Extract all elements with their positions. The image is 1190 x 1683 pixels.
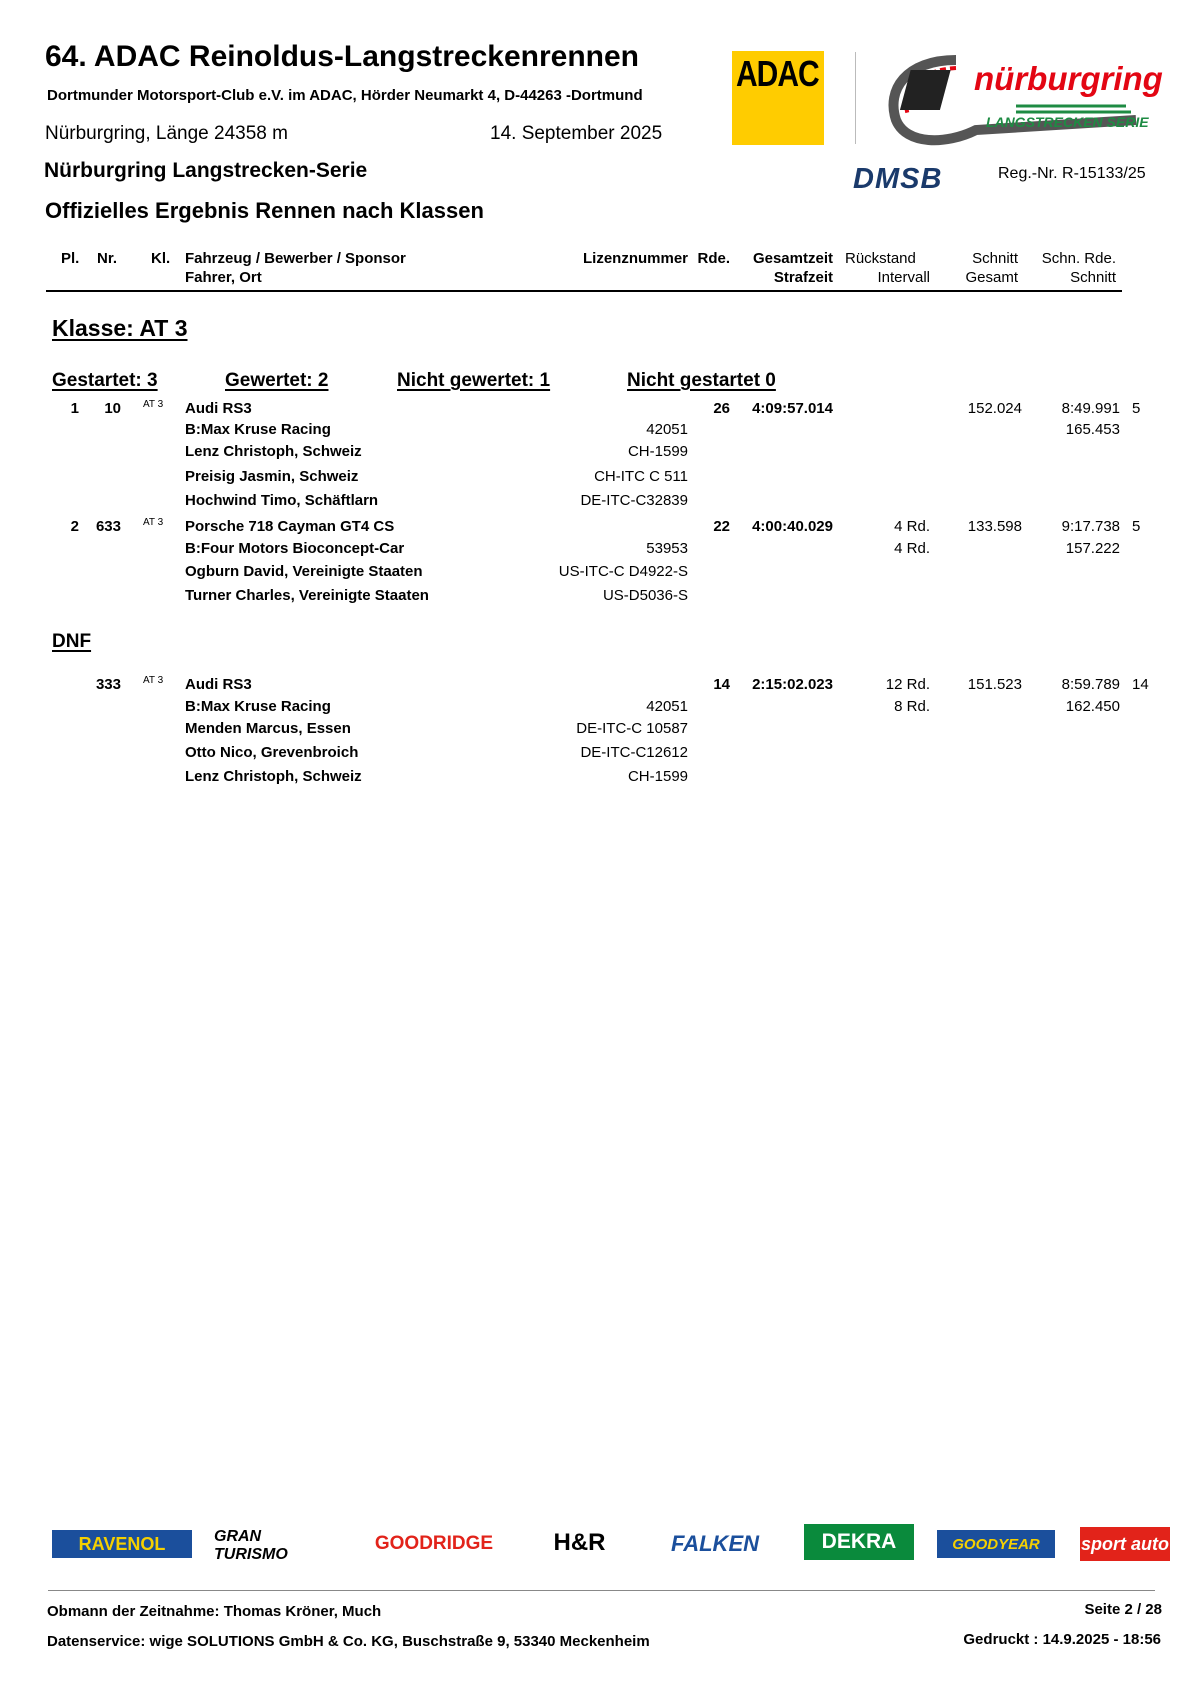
position: 2	[70, 518, 79, 535]
car-number: 10	[104, 400, 121, 417]
license-number: US-ITC-C D4922-S	[558, 563, 688, 580]
logo-divider	[855, 52, 856, 144]
position: 1	[70, 400, 79, 417]
sponsor-goodyear: GOODYEAR	[937, 1530, 1055, 1558]
driver: Menden Marcus, Essen	[185, 720, 351, 737]
printed-timestamp: Gedruckt : 14.9.2025 - 18:56	[963, 1631, 1161, 1648]
nls-logo	[886, 50, 1163, 146]
track-info: Nürburgring, Länge 24358 m	[45, 123, 288, 144]
event-title: 64. ADAC Reinoldus-Langstreckenrennen	[45, 40, 640, 73]
vehicle: Audi RS3	[185, 400, 252, 417]
sponsor-dekra: DEKRA	[804, 1524, 914, 1560]
col-pl: Pl.	[61, 250, 80, 267]
vehicle: Porsche 718 Cayman GT4 CS	[185, 518, 395, 535]
summary-started: Gestartet: 3	[52, 370, 158, 391]
nls-logo-subtext: LANGSTRECKEN SERIE	[986, 114, 1149, 130]
license-number: US-D5036-S	[602, 587, 688, 604]
class-label: AT 3	[143, 399, 164, 410]
adac-logo-text: ADAC	[736, 55, 819, 95]
col-vehicle: Fahrzeug / Bewerber / Sponsor	[185, 250, 406, 267]
data-service: Datenservice: wige SOLUTIONS GmbH & Co. KG, Buschstraße 9, 53340 Meckenheim	[47, 1633, 650, 1650]
best-lap-speed: 157.222	[1065, 540, 1120, 557]
timekeeper: Obmann der Zeitnahme: Thomas Kröner, Much	[47, 1603, 382, 1620]
sponsor-gran-turismo: GRAN TURISMO	[214, 1528, 288, 1563]
summary-not-classified: Nicht gewertet: 1	[397, 370, 551, 391]
license-number: CH-ITC C 511	[594, 468, 688, 485]
laps: 14	[713, 676, 730, 693]
best-lap-number: 14	[1132, 676, 1149, 693]
license-number: DE-ITC-C32839	[580, 492, 688, 509]
best-lap-speed: 162.450	[1065, 698, 1120, 715]
driver: Lenz Christoph, Schweiz	[185, 768, 362, 785]
footer-rule	[48, 1590, 1155, 1591]
sponsor-goodridge: GOODRIDGE	[374, 1533, 494, 1554]
col-total: Gesamtzeit	[752, 250, 833, 267]
best-lap: 8:49.991	[1061, 400, 1120, 417]
sponsor-ravenol: RAVENOL	[52, 1530, 192, 1558]
col-avg-total: Gesamt	[965, 269, 1018, 286]
summary-not-started: Nicht gestartet 0	[627, 370, 776, 391]
driver: Ogburn David, Vereinigte Staaten	[185, 563, 423, 580]
best-lap-number: 5	[1132, 518, 1141, 535]
license-number: CH-1599	[627, 768, 688, 785]
entrant: B:Max Kruse Racing	[185, 421, 331, 438]
class-label: AT 3	[143, 675, 164, 686]
page-number: Seite 2 / 28	[1084, 1601, 1162, 1618]
nls-logo-text: nürburgring	[974, 60, 1163, 97]
class-title: Klasse: AT 3	[52, 315, 188, 341]
summary-classified: Gewertet: 2	[225, 370, 329, 391]
total-time: 2:15:02.023	[752, 676, 833, 693]
laps: 26	[713, 400, 730, 417]
class-label: AT 3	[143, 517, 164, 528]
total-time: 4:00:40.029	[752, 518, 833, 535]
car-number: 333	[95, 676, 121, 693]
driver: Hochwind Timo, Schäftlarn	[185, 492, 379, 509]
registration-number: Reg.-Nr. R-15133/25	[998, 165, 1146, 182]
col-driver: Fahrer, Ort	[185, 269, 262, 286]
total-time: 4:09:57.014	[752, 400, 833, 417]
event-date: 14. September 2025	[490, 123, 663, 144]
best-lap-speed: 165.453	[1065, 421, 1120, 438]
col-license: Lizenznummer	[582, 250, 688, 267]
average-speed: 151.523	[967, 676, 1022, 693]
vehicle: Audi RS3	[185, 676, 252, 693]
col-nr: Nr.	[97, 250, 118, 267]
col-penalty: Strafzeit	[773, 269, 833, 286]
dmsb-logo: DMSB	[853, 163, 943, 195]
col-laps: Rde.	[697, 250, 730, 267]
sponsor-hr: H&R	[553, 1529, 606, 1556]
header-rule	[46, 290, 1122, 292]
driver: Turner Charles, Vereinigte Staaten	[185, 587, 429, 604]
best-lap-number: 5	[1132, 400, 1141, 417]
entrant: B:Max Kruse Racing	[185, 698, 331, 715]
col-interval: Intervall	[877, 269, 930, 286]
gap: 12 Rd.	[885, 676, 930, 693]
column-header	[0, 250, 1190, 294]
col-kl: Kl.	[151, 250, 171, 267]
entrant: B:Four Motors Bioconcept-Car	[185, 540, 405, 557]
average-speed: 133.598	[967, 518, 1022, 535]
driver: Otto Nico, Grevenbroich	[185, 744, 359, 761]
driver: Preisig Jasmin, Schweiz	[185, 468, 359, 485]
license-number: 42051	[646, 421, 688, 438]
series-name: Nürburgring Langstrecken-Serie	[44, 159, 368, 182]
laps: 22	[713, 518, 730, 535]
car-number: 633	[95, 518, 121, 535]
adac-logo	[732, 51, 824, 145]
col-best-avg: Schnitt	[1070, 269, 1116, 286]
document-title: Offizielles Ergebnis Rennen nach Klassen	[45, 198, 484, 223]
driver: Lenz Christoph, Schweiz	[185, 443, 362, 460]
average-speed: 152.024	[967, 400, 1022, 417]
license-number: 53953	[646, 540, 688, 557]
col-best: Schn. Rde.	[1041, 250, 1116, 267]
best-lap: 9:17.738	[1061, 518, 1120, 535]
interval: 8 Rd.	[894, 698, 930, 715]
sponsor-falken: FALKEN	[671, 1531, 759, 1556]
organizer: Dortmunder Motorsport-Club e.V. im ADAC, Hörder Neumarkt 4, D-44263 -Dortmund	[47, 87, 643, 104]
dnf-title: DNF	[52, 631, 92, 652]
license-number: DE-ITC-C12612	[580, 744, 688, 761]
interval: 4 Rd.	[894, 540, 930, 557]
license-number: CH-1599	[627, 443, 688, 460]
best-lap: 8:59.789	[1061, 676, 1120, 693]
col-avg: Schnitt	[972, 250, 1018, 267]
license-number: DE-ITC-C 10587	[576, 720, 688, 737]
col-gap: Rückstand	[845, 250, 916, 267]
license-number: 42051	[646, 698, 688, 715]
gap: 4 Rd.	[894, 518, 930, 535]
sponsor-sport-auto: sport auto	[1080, 1527, 1170, 1561]
